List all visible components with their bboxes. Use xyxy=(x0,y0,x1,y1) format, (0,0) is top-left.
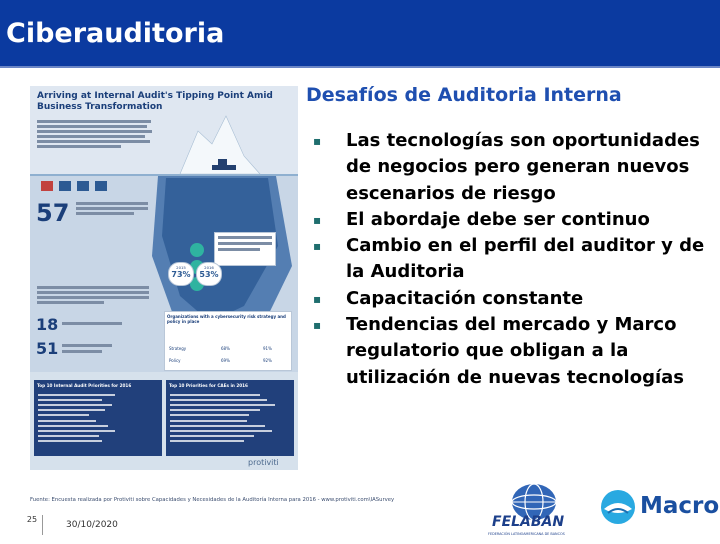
protiviti-logo: protiviti xyxy=(248,458,279,467)
year-2015: 2015 xyxy=(176,265,186,270)
header-divider xyxy=(0,66,720,68)
stat-2016 xyxy=(196,262,222,286)
bullet-text: Cambio en el perfil del auditor y de la Auditoria xyxy=(346,235,705,283)
page-number: 25 xyxy=(22,515,43,535)
cyber-table-title: Organizations with a cybersecurity risk strategy and policy in place xyxy=(167,314,286,324)
row-policy-v2: 92% xyxy=(263,358,272,363)
stat-57: 57 xyxy=(36,199,70,227)
square-bullet-icon: ▪ xyxy=(313,239,322,254)
macro-emblem-icon xyxy=(598,487,638,527)
row-policy-label: Policy xyxy=(169,358,181,363)
felaban-logo xyxy=(488,478,586,540)
header-title: Ciberauditoria xyxy=(6,18,225,49)
bullet-item xyxy=(313,312,718,391)
row-policy-v1: 69% xyxy=(221,358,230,363)
bullet-list xyxy=(313,128,718,391)
stat-51-text-2 xyxy=(62,350,102,353)
stat-51-text xyxy=(62,344,112,347)
square-bullet-icon: ▪ xyxy=(313,134,322,148)
bullet-text: Capacitación constante xyxy=(346,287,584,309)
bullet-item xyxy=(313,207,718,233)
cyber-table xyxy=(164,311,292,371)
square-bullet-icon: ▪ xyxy=(313,318,322,333)
priorities-list-left xyxy=(34,380,162,456)
pct-53: 53% xyxy=(199,270,219,279)
row-strategy-label: Strategy xyxy=(169,346,187,351)
row-strategy-v2: 91% xyxy=(263,346,272,351)
stat-18-text xyxy=(62,322,122,325)
infographic-intro xyxy=(37,118,157,150)
infographic-image xyxy=(30,86,298,470)
priorities-list-right xyxy=(166,380,294,456)
bullet-text: Tendencias del mercado y Marco regulatorio que obligan a la utilización de nuevas tecnologías xyxy=(346,314,685,388)
slide-title: Desafíos de Auditoria Interna xyxy=(306,84,622,106)
stat-18: 18 xyxy=(36,315,59,334)
macro-logo xyxy=(596,485,720,531)
source-note: Fuente: Encuesta realizada por Protiviti sobre Capacidades y Necesidades de la Auditoría Interna para 2016 - www.protiviti.com\IASurvey xyxy=(30,497,395,503)
felaban-text: FELABAN xyxy=(492,514,565,530)
priorities-right-title: Top 10 Priorities for CAEs in 2016 xyxy=(169,383,248,388)
tech-icons-row xyxy=(40,178,110,196)
bullet-text: El abordaje debe ser continuo xyxy=(346,208,650,230)
bullet-item xyxy=(313,233,718,286)
pct-73: 73% xyxy=(171,270,191,279)
header-bar xyxy=(0,0,720,66)
square-bullet-icon: ▪ xyxy=(313,212,322,227)
priorities-left-title: Top 10 Internal Audit Priorities for 2016 xyxy=(37,383,132,388)
stat-51: 51 xyxy=(36,339,59,358)
orgs-box xyxy=(214,232,276,266)
stat-57-text xyxy=(76,200,148,217)
bullet-item xyxy=(313,128,718,207)
engagement-text xyxy=(37,284,149,306)
globe-icon xyxy=(488,478,586,540)
macro-text: Macro xyxy=(640,493,720,519)
stat-2015 xyxy=(168,262,194,286)
felaban-subtext: FEDERACIÓN LATINOAMERICANA DE BANCOS xyxy=(488,532,565,536)
infographic-title: Arriving at Internal Audit's Tipping Point Amid Business Transformation xyxy=(37,91,273,112)
square-bullet-icon: ▪ xyxy=(313,291,322,306)
slide-date: 30/10/2020 xyxy=(66,520,118,530)
year-2016: 2016 xyxy=(204,265,214,270)
row-strategy-v1: 68% xyxy=(221,346,230,351)
bullet-item xyxy=(313,286,718,312)
bullet-text: Las tecnologías son oportunidades de negocios pero generan nuevos escenarios de riesgo xyxy=(346,130,700,204)
